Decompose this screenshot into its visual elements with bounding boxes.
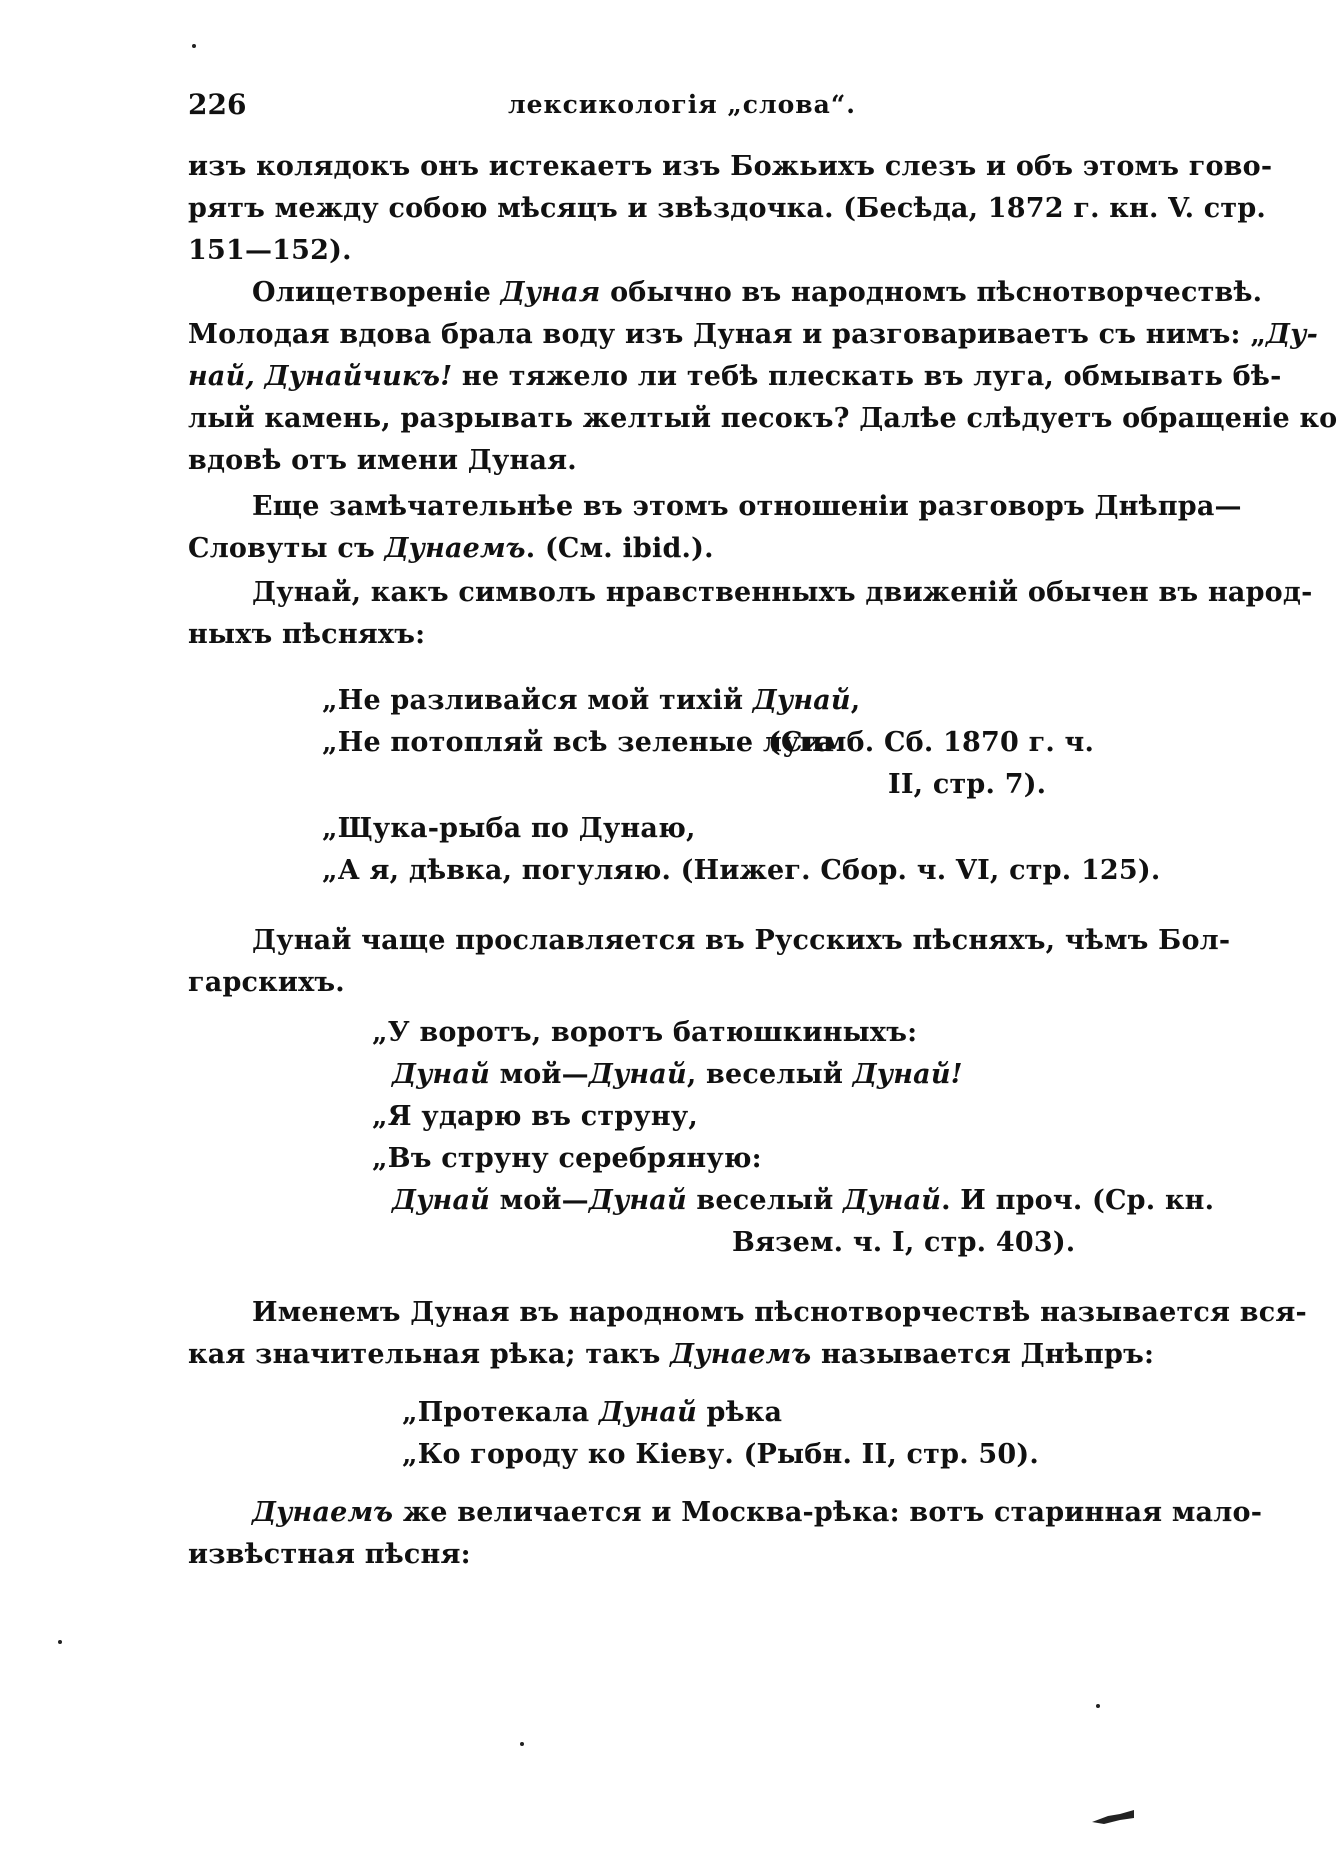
scan-speck bbox=[520, 1742, 524, 1746]
text-line: Дунай, какъ символъ нравственныхъ движеній обычен въ народ- bbox=[252, 577, 1313, 608]
text-line: Именемъ Дуная въ народномъ пѣснотворчествѣ называется вся- bbox=[252, 1297, 1307, 1328]
verse-line: „Щука-рыба по Дунаю, bbox=[322, 813, 696, 844]
scan-speck bbox=[1096, 1704, 1100, 1708]
text-line: Еще замѣчательнѣе въ этомъ отношеніи разговоръ Днѣпра— bbox=[252, 491, 1242, 522]
text-line: Дунай чаще прославляется въ Русскихъ пѣсняхъ, чѣмъ Бол- bbox=[252, 925, 1231, 956]
verse-line: Дунай мой—Дунай, веселый Дунай! bbox=[392, 1059, 963, 1090]
page-number: 226 bbox=[188, 88, 247, 121]
verse-line: Дунай мой—Дунай веселый Дунай. И проч. (Ср. кн. bbox=[392, 1185, 1215, 1216]
text-line: лый камень, разрывать желтый песокъ? Далѣе слѣдуетъ обращеніе ко bbox=[188, 403, 1337, 434]
verse-line: „Въ струну серебряную: bbox=[372, 1143, 762, 1174]
verse-line: „Не разливайся мой тихій Дунай, bbox=[322, 685, 861, 716]
text-line: рятъ между собою мѣсяцъ и звѣздочка. (Бесѣда, 1872 г. кн. V. стр. bbox=[188, 193, 1267, 224]
verse-line: „Протекала Дунай рѣка bbox=[402, 1397, 783, 1428]
text-line: кая значительная рѣка; такъ Дунаемъ называется Днѣпръ: bbox=[188, 1339, 1155, 1370]
verse-line: „Я ударю въ струну, bbox=[372, 1101, 698, 1132]
ink-smudge-icon bbox=[1090, 1808, 1136, 1826]
scan-speck bbox=[58, 1640, 62, 1644]
running-title: лексикологія „слова“. bbox=[508, 90, 856, 119]
text-line: изъ колядокъ онъ истекаетъ изъ Божьихъ слезъ и объ этомъ гово- bbox=[188, 151, 1273, 182]
text-line: Олицетвореніе Дуная обычно въ народномъ пѣснотворчествѣ. bbox=[252, 277, 1263, 308]
text-line: ныхъ пѣсняхъ: bbox=[188, 619, 426, 650]
verse-line: „Не потопляй всѣ зеленые луга bbox=[322, 727, 835, 758]
text-line: гарскихъ. bbox=[188, 967, 345, 998]
citation: II, стр. 7). bbox=[888, 769, 1047, 800]
citation: Вязем. ч. I, стр. 403). bbox=[732, 1227, 1076, 1258]
citation: (Симб. Сб. 1870 г. ч. bbox=[768, 727, 1095, 758]
text-line: извѣстная пѣсня: bbox=[188, 1539, 471, 1570]
verse-line: „А я, дѣвка, погуляю. (Нижег. Сбор. ч. VI, стр. 125). bbox=[322, 855, 1161, 886]
scan-speck bbox=[192, 44, 196, 48]
text-line: вдовѣ отъ имени Дуная. bbox=[188, 445, 577, 476]
text-line: Словуты съ Дунаемъ. (См. ibid.). bbox=[188, 533, 714, 564]
text-line: Молодая вдова брала воду изъ Дуная и разговариваетъ съ нимъ: „Ду- bbox=[188, 319, 1319, 350]
verse-line: „Ко городу ко Кіеву. (Рыбн. II, стр. 50). bbox=[402, 1439, 1039, 1470]
text-line: Дунаемъ же величается и Москва-рѣка: вотъ старинная мало- bbox=[252, 1497, 1263, 1528]
text-line: 151—152). bbox=[188, 235, 352, 266]
verse-line: „У воротъ, воротъ батюшкиныхъ: bbox=[372, 1017, 918, 1048]
text-line: най, Дунайчикъ! не тяжело ли тебѣ плескать въ луга, обмывать бѣ- bbox=[188, 361, 1282, 392]
